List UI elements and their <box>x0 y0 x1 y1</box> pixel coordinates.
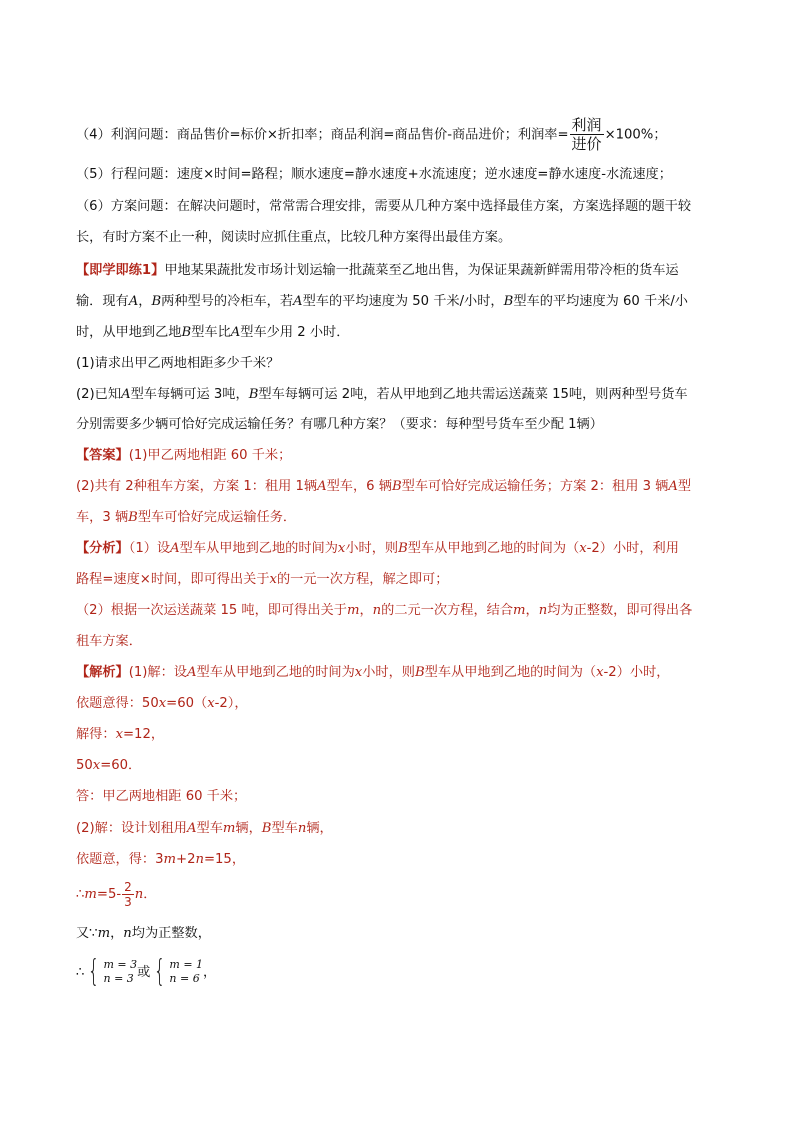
text: 型车从甲地到乙地的时间为（ <box>424 665 597 680</box>
var-n: n <box>123 926 132 941</box>
text: 均为正整数，即可得出各 <box>547 603 693 618</box>
text: ， <box>138 294 152 309</box>
var-x: x <box>596 665 604 680</box>
var-m: m <box>97 926 111 941</box>
answer-line-3 <box>76 509 296 527</box>
system-1 <box>103 958 137 986</box>
text: =60（ <box>166 696 208 711</box>
var-A: A <box>317 479 327 494</box>
text: 车，3 辆 <box>76 510 129 525</box>
var-B: B <box>248 387 259 402</box>
text: 路程=速度×时间，即可得出关于 <box>76 572 270 587</box>
text: ， <box>203 965 217 980</box>
text: 型车从甲地到乙地的时间为 <box>179 541 338 556</box>
text: 输．现有 <box>76 294 129 309</box>
or-text: 或 <box>137 965 151 980</box>
solution-equation-2 <box>76 851 245 869</box>
text: (2)已知 <box>76 387 122 402</box>
text: 的二元一次方程，结合 <box>381 603 514 618</box>
var-A: A <box>121 387 131 402</box>
fraction-numerator: 2 <box>124 879 132 894</box>
text: 型车 <box>196 821 223 836</box>
text: ， <box>525 603 539 618</box>
var-m: m <box>513 603 526 618</box>
text: =5- <box>96 887 122 902</box>
answer-tag: 【答案】 <box>76 448 129 463</box>
var-x: x <box>354 665 363 680</box>
text: 依题意得：50 <box>76 696 159 711</box>
text: 型车，6 辆 <box>326 479 392 494</box>
var-m: m <box>346 603 360 618</box>
var-x: x <box>92 758 101 773</box>
fraction-denominator: 3 <box>124 894 132 909</box>
practice-tag: 【即学即练1】 <box>76 263 165 278</box>
two-thirds-fraction <box>122 880 134 909</box>
system-1-row-2: n = 3 <box>103 972 134 985</box>
system-2 <box>169 958 203 986</box>
text: (1)解：设 <box>128 665 187 680</box>
therefore-symbol: ∴ <box>76 887 85 902</box>
var-A: A <box>187 821 197 836</box>
text: =15， <box>203 852 246 867</box>
solution-answer-1: 答：甲乙两地相距 60 千米； <box>76 789 247 804</box>
var-A: A <box>128 294 139 309</box>
text: 型车少用 2 小时． <box>240 325 350 340</box>
var-x: x <box>337 541 346 556</box>
text: ， <box>110 926 124 941</box>
var-B: B <box>181 325 192 340</box>
var-m: m <box>163 852 177 867</box>
text: 辆， <box>235 821 262 836</box>
text: 小时，则 <box>362 665 415 680</box>
analysis-line-2 <box>76 571 448 589</box>
text: （2）根据一次运送蔬菜 15 吨，即可得出关于 <box>76 603 347 618</box>
sub-question-2 <box>76 386 688 404</box>
solution-m-expression <box>76 878 156 912</box>
plan-problem-line: （6）方案问题：在解决问题时，常常需合理安排，需要从几种方案中选择最佳方案，方案选择题的题干较 <box>76 199 692 214</box>
text: 型车可恰好完成运输任务． <box>137 510 297 525</box>
var-A: A <box>668 479 678 494</box>
var-B: B <box>391 479 402 494</box>
analysis-line-3 <box>76 602 692 620</box>
var-A: A <box>187 665 197 680</box>
system-1-row-1: m = 3 <box>103 958 138 971</box>
solution-systems <box>76 955 216 991</box>
analysis-line-1 <box>76 540 679 558</box>
question-line-3 <box>76 324 349 342</box>
var-m: m <box>84 887 97 902</box>
plan-problem-line-2: 长，有时方案不止一种，阅读时应抓住重点，比较几种方案得出最佳方案。 <box>76 230 512 245</box>
text: 两种型号的冷柜车，若 <box>161 294 294 309</box>
var-x: x <box>579 541 587 556</box>
text: 的一元一次方程，解之即可； <box>276 572 449 587</box>
fraction-denominator: 进价 <box>571 135 602 153</box>
text: 型车 <box>271 821 298 836</box>
var-x: x <box>158 696 167 711</box>
text: （1）设 <box>128 541 171 556</box>
var-B: B <box>414 665 425 680</box>
because-symbol: 又∵ <box>76 926 98 941</box>
var-x: x <box>269 572 277 587</box>
therefore-symbol: ∴ <box>76 965 85 980</box>
answer-line-1 <box>76 447 291 465</box>
left-brace: { <box>88 954 100 989</box>
var-n: n <box>195 852 204 867</box>
question-text: 甲地某果蔬批发市场计划运输一批蔬菜至乙地出售，为保证果蔬新鲜需用带冷柜的货车运 <box>164 263 679 278</box>
text: -2）小时， <box>603 665 670 680</box>
sub-question-2-cont: 分别需要多少辆可恰好完成运输任务？有哪几种方案？（要求：每种型号货车至少配 1辆） <box>76 417 603 432</box>
var-m: m <box>222 821 236 836</box>
text: 型车可恰好完成运输任务；方案 2：租用 3 辆 <box>401 479 669 494</box>
text: ， <box>359 603 373 618</box>
text: 依题意，得：3 <box>76 852 164 867</box>
solution-distance <box>76 757 141 775</box>
profit-suffix: ×100%； <box>604 127 667 143</box>
text: 均为正整数， <box>131 926 211 941</box>
var-n: n <box>538 603 548 618</box>
text: ． <box>143 887 157 902</box>
text: 辆， <box>306 821 333 836</box>
solution-line-1 <box>76 664 669 682</box>
text: 型车每辆可运 3吨， <box>130 387 249 402</box>
var-n: n <box>297 821 307 836</box>
profit-text: （4）利润问题：商品售价=标价×折扣率；商品利润=商品售价-商品进价；利润率= <box>76 127 569 143</box>
fraction-numerator: 利润 <box>571 116 602 134</box>
profit-rate-fraction <box>570 116 604 153</box>
answer-line-2 <box>76 478 691 496</box>
solution-part-2 <box>76 820 333 838</box>
left-brace: { <box>154 954 166 989</box>
system-2-row-1: m = 1 <box>169 958 204 971</box>
text: 小时，则 <box>345 541 399 556</box>
text: 解得： <box>76 727 116 742</box>
var-n: n <box>134 887 144 902</box>
analysis-tag: 【分析】 <box>76 541 129 556</box>
text: -2）， <box>214 696 248 711</box>
text: =12， <box>123 727 165 742</box>
solution-equation <box>76 695 248 713</box>
text: 型车的平均速度为 50 千米/小时， <box>302 294 504 309</box>
var-B: B <box>128 510 138 525</box>
question-line-2 <box>76 293 688 311</box>
text: (2)共有 2种租车方案，方案 1：租用 1辆 <box>76 479 318 494</box>
text: 型车比 <box>191 325 231 340</box>
profit-problem-line <box>76 116 667 153</box>
travel-problem-line: （5）行程问题：速度×时间=路程；顺水速度=静水速度+水流速度；逆水速度=静水速度-水流速度； <box>76 167 672 182</box>
text: 50 <box>76 758 93 773</box>
practice-header-line <box>76 262 679 280</box>
system-2-row-2: n = 6 <box>169 972 200 985</box>
analysis-line-4: 租车方案． <box>76 634 142 649</box>
solution-result-x <box>76 726 164 744</box>
text: 时，从甲地到乙地 <box>76 325 182 340</box>
var-A: A <box>230 325 241 340</box>
var-A: A <box>293 294 303 309</box>
text: (2)解：设计划租用 <box>76 821 187 836</box>
text: 型车的平均速度为 60 千米/小 <box>513 294 688 309</box>
var-B: B <box>261 821 272 836</box>
text: 型 <box>677 479 692 494</box>
text: 型车从甲地到乙地的时间为（ <box>407 541 580 556</box>
sub-question-1: (1)请求出甲乙两地相距多少千米？ <box>76 356 280 371</box>
var-B: B <box>503 294 514 309</box>
var-x: x <box>207 696 215 711</box>
var-B: B <box>151 294 162 309</box>
text: +2 <box>176 852 196 867</box>
text: 型车每辆可运 2吨，若从甲地到乙地共需运送蔬菜 15吨，则两种型号货车 <box>258 387 688 402</box>
var-n: n <box>372 603 382 618</box>
solution-integer-condition <box>76 925 211 943</box>
var-B: B <box>398 541 408 556</box>
text: =60． <box>100 758 142 773</box>
var-A: A <box>170 541 180 556</box>
text: (1)甲乙两地相距 60 千米； <box>128 448 292 463</box>
var-x: x <box>115 727 123 742</box>
solution-tag: 【解析】 <box>76 665 129 680</box>
text: -2）小时，利用 <box>586 541 679 556</box>
text: 型车从甲地到乙地的时间为 <box>196 665 355 680</box>
